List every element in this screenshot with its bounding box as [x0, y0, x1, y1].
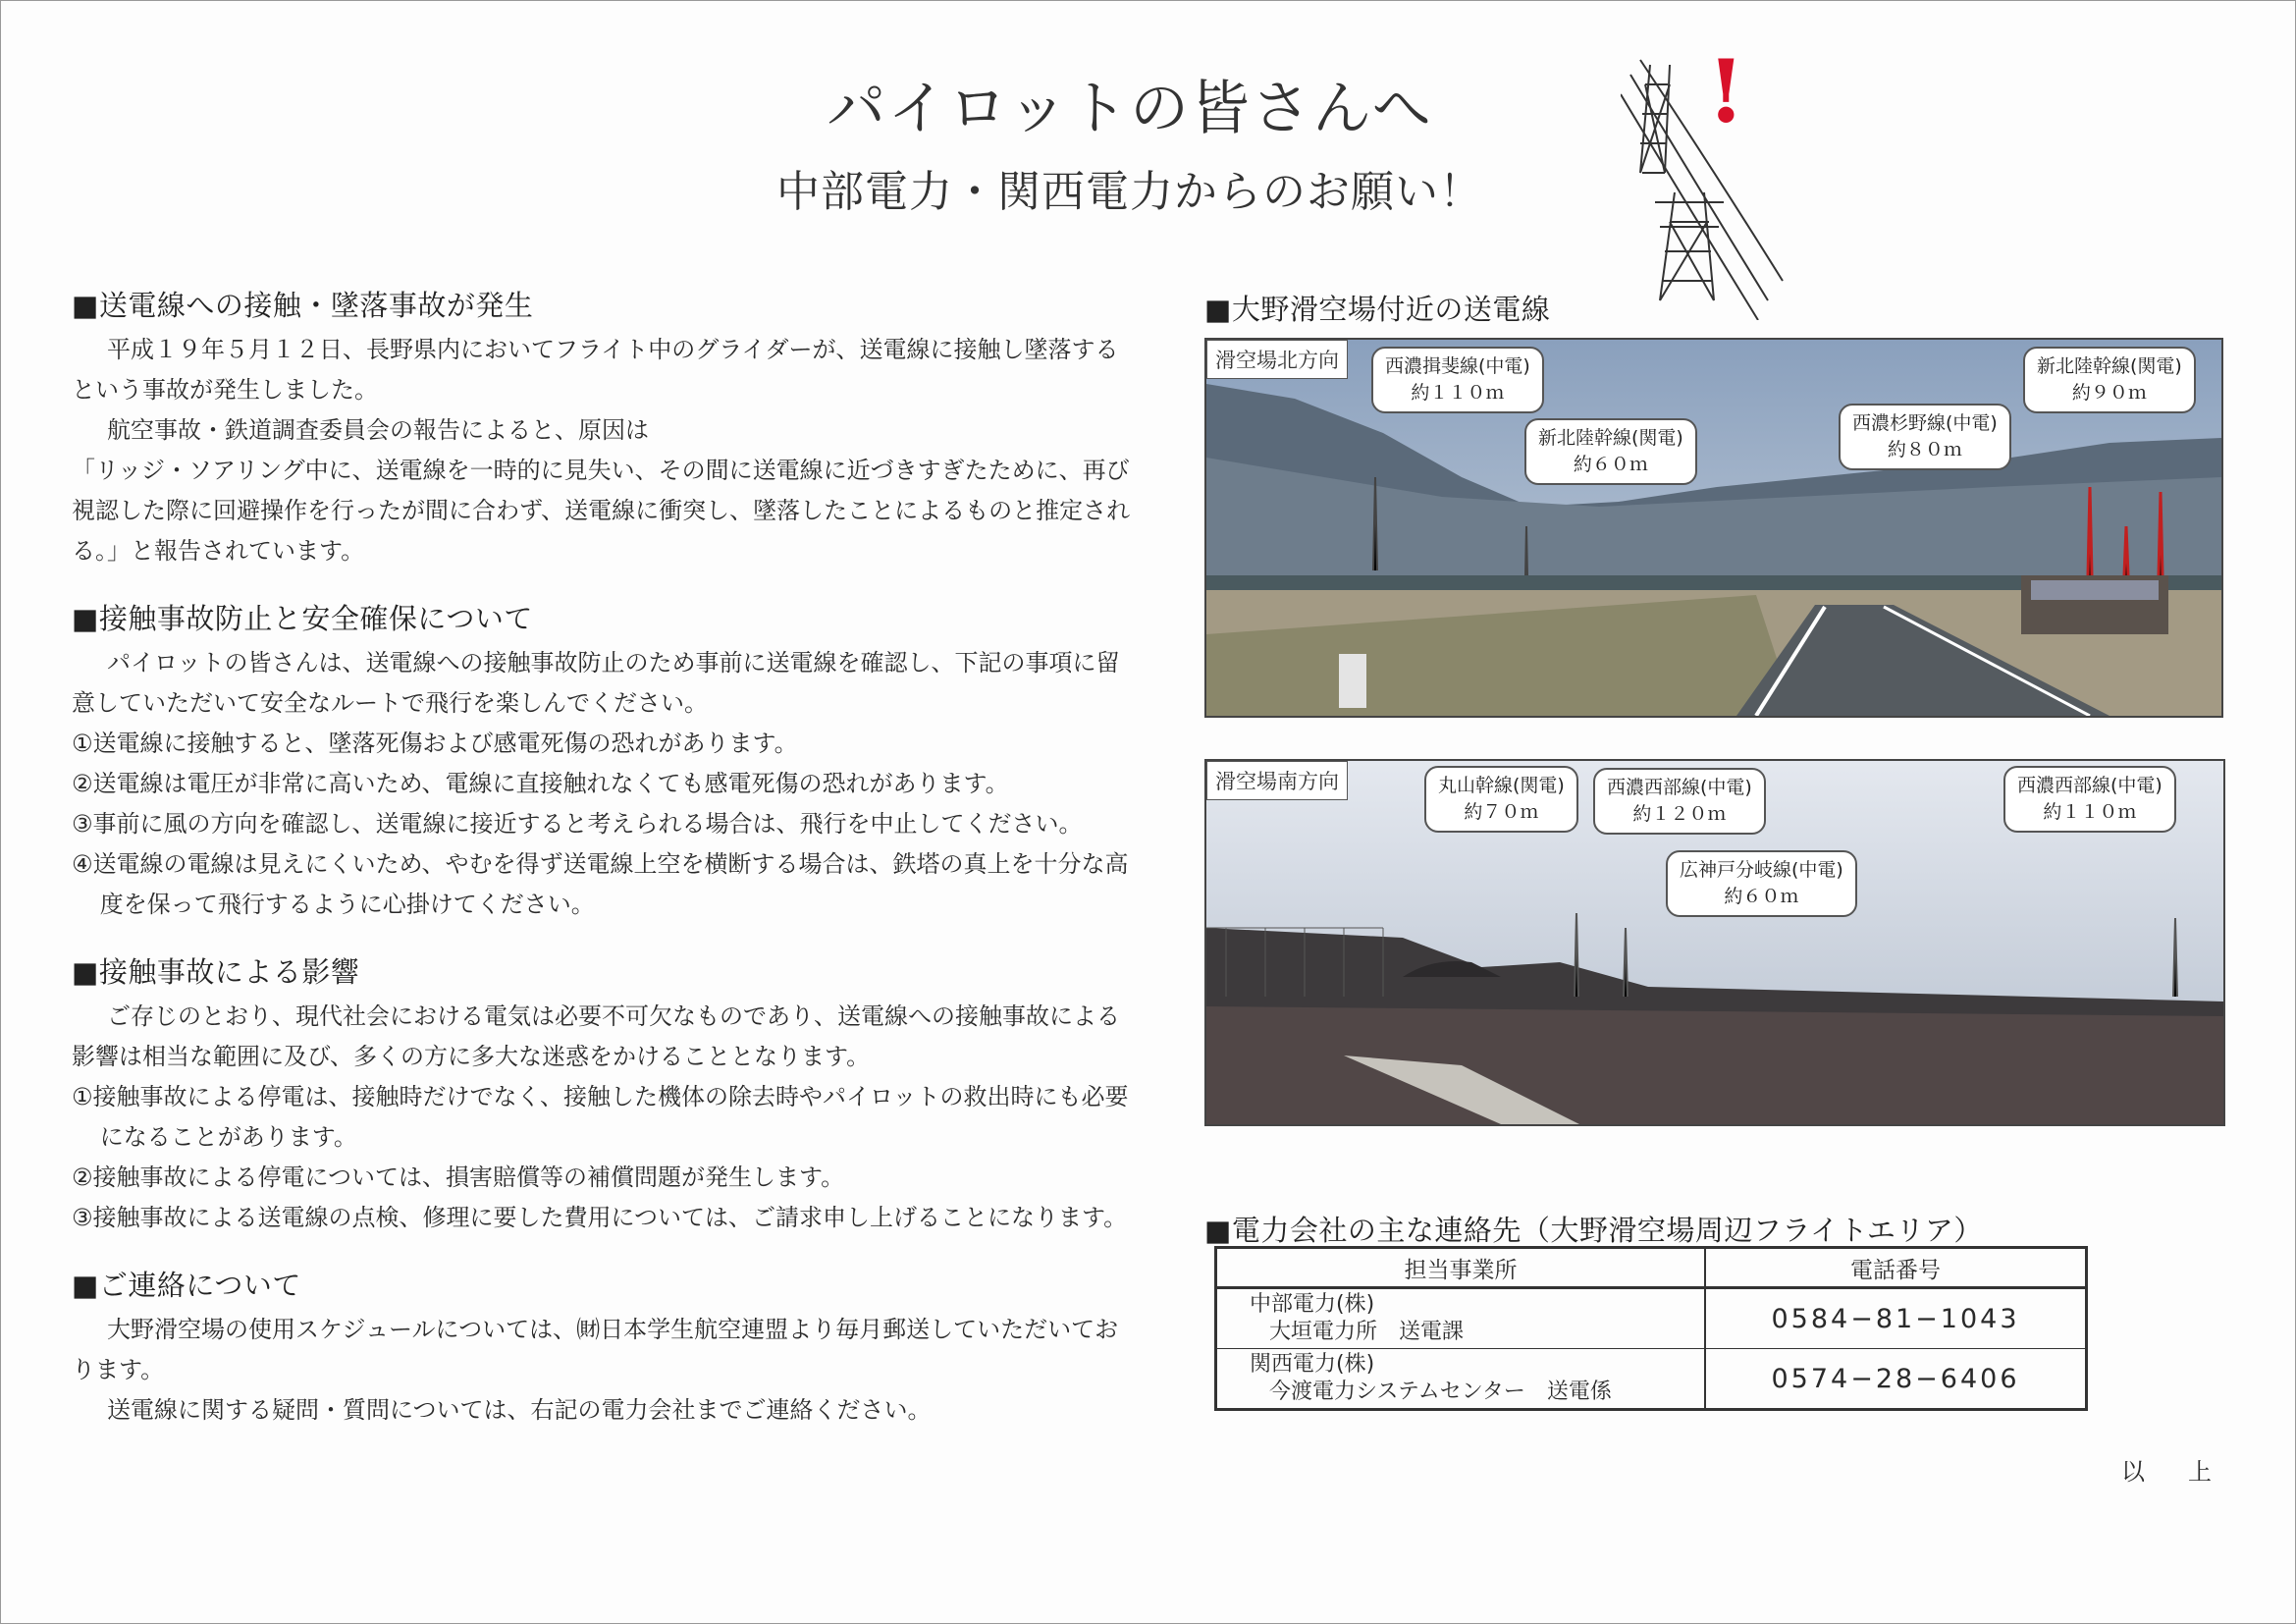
- contacts-heading: ■電力会社の主な連絡先（大野滑空場周辺フライトエリア）: [1204, 1214, 1983, 1247]
- office-cell: [1216, 1349, 1706, 1410]
- photo-label: 滑空場南方向: [1206, 761, 1348, 800]
- paragraph: パイロットの皆さんは、送電線への接触事故防止のため事前に送電線を確認し、下記の事項に留意していただいて安全なルートで飛行を楽しんでください。: [72, 649, 1120, 717]
- list-item: ③接触事故による送電線の点検、修理に要した費用については、ご請求申し上げることになります。: [72, 1204, 1128, 1231]
- list-item: ③事前に風の方向を確認し、送電線に接近すると考えられる場合は、飛行を中止してください。: [72, 810, 1083, 838]
- callout: 西濃西部線(中電) 約１２０ｍ: [1593, 768, 1766, 835]
- photo-label: 滑空場北方向: [1206, 340, 1348, 379]
- company-name: 中部電力(株): [1250, 1292, 1375, 1317]
- left-column: [72, 286, 1132, 1431]
- callout: 西濃西部線(中電) 約１１０ｍ: [2003, 766, 2176, 833]
- callout: 新北陸幹線(関電) 約９０ｍ: [2023, 347, 2196, 413]
- paragraph: 送電線に関する疑問・質問については、右記の電力会社までご連絡ください。: [107, 1396, 932, 1424]
- office-cell: [1216, 1288, 1706, 1349]
- callout: 西濃杉野線(中電) 約８０ｍ: [1839, 404, 2011, 470]
- paragraph: ご存じのとおり、現代社会における電気は必要不可欠なものであり、送電線への接触事故による影響は相当な範囲に及び、多くの方に多大な迷惑をかけることとなります。: [72, 1002, 1120, 1070]
- list-item: ②接触事故による停電については、損害賠償等の補償問題が発生します。: [72, 1164, 845, 1191]
- paragraph: 「リッジ・ソアリング中に、送電線を一時的に見失い、その間に送電線に近づきすぎたために、再び視認した際に回避操作を行ったが間に合わず、送電線に衝突し、墜落したことによるものと推定される。」と報告されています。: [72, 457, 1131, 565]
- photos-heading: ■大野滑空場付近の送電線: [1204, 293, 1551, 326]
- section-heading: ■ご連絡について: [72, 1269, 301, 1302]
- page-subtitle: 中部電力・関西電力からのお願い！: [776, 167, 1483, 217]
- company-name: 関西電力(株): [1250, 1352, 1375, 1377]
- table-row: [1216, 1288, 2087, 1349]
- callout: 広神戸分岐線(中電) 約６０ｍ: [1666, 850, 1857, 917]
- callout: 丸山幹線(関電) 約７０ｍ: [1424, 766, 1578, 833]
- list-item: ②送電線は電圧が非常に高いため、電線に直接触れなくても感電死傷の恐れがあります。: [72, 770, 1009, 797]
- page-title: パイロットの皆さんへ: [827, 75, 1433, 143]
- paragraph: 大野滑空場の使用スケジュールについては、㈶日本学生航空連盟より毎月郵送していただいております。: [72, 1316, 1119, 1383]
- list-item: ①接触事故による停電は、接触時だけでなく、接触した機体の除去時やパイロットの救出時にも必要になることがあります。: [72, 1083, 1129, 1151]
- paragraph: 平成１９年５月１２日、長野県内においてフライト中のグライダーが、送電線に接触し墜落するという事故が発生しました。: [72, 336, 1119, 404]
- closing-mark: 以 上: [2121, 1458, 2221, 1486]
- table-row: [1216, 1349, 2087, 1410]
- transmission-tower-icon: [1621, 55, 1788, 320]
- callout: 西濃揖斐線(中電) 約１１０ｍ: [1371, 347, 1544, 413]
- table-header: 担当事業所: [1216, 1248, 1706, 1288]
- list-item: ①送電線に接触すると、墜落死傷および感電死傷の恐れがあります。: [72, 730, 798, 757]
- contacts-table: [1214, 1246, 2088, 1411]
- phone-number: 0574−28−6406: [1771, 1363, 2020, 1394]
- phone-number: 0584−81−1043: [1705, 1288, 2087, 1349]
- section-heading: ■送電線への接触・墜落事故が発生: [72, 289, 534, 322]
- section-heading: ■接触事故による影響: [72, 955, 360, 989]
- paragraph: 航空事故・鉄道調査委員会の報告によると、原因は: [107, 416, 649, 444]
- office-name: 大垣電力所 送電課: [1269, 1320, 1465, 1344]
- office-name: 今渡電力システムセンター 送電係: [1269, 1380, 1612, 1404]
- callout: 新北陸幹線(関電) 約６０ｍ: [1524, 418, 1697, 485]
- table-header: 電話番号: [1705, 1248, 2087, 1288]
- exclamation-mark: !: [1707, 40, 1745, 142]
- list-item: ④送電線の電線は見えにくいため、やむを得ず送電線上空を横断する場合は、鉄塔の真上を十分な高度を保って飛行するように心掛けてください。: [72, 850, 1129, 918]
- section-heading: ■接触事故防止と安全確保について: [72, 602, 533, 635]
